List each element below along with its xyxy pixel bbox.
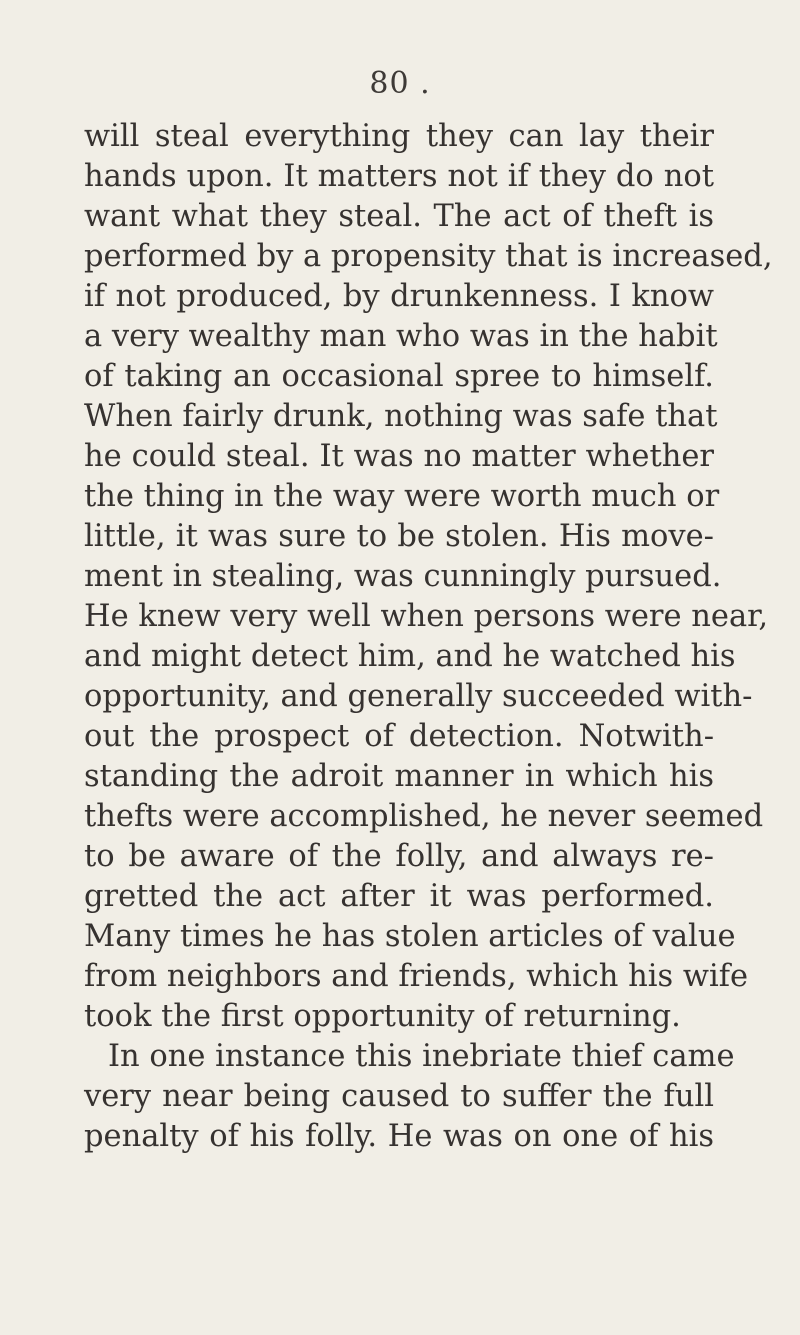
text-line: if not produced, by drunkenness. I know [84, 279, 714, 314]
text-line: from neighbors and friends, which his wife [84, 959, 749, 994]
text-line: penalty of his folly. He was on one of his [84, 1119, 714, 1154]
text-line: little, it was sure to be stolen. His move- [84, 519, 714, 554]
text-line: standing the adroit manner in which his [84, 759, 714, 794]
text-line: He knew very well when persons were near, [84, 599, 769, 634]
page-number: 80 . [369, 66, 431, 101]
text-line: a very wealthy man who was in the habit [84, 319, 718, 354]
text-line: hands upon. It matters not if they do not [84, 159, 714, 194]
text-line: performed by a propensity that is increased, [84, 239, 773, 274]
text-line: ment in stealing, was cunningly pursued. [84, 559, 722, 594]
text-line: the thing in the way were worth much or [84, 479, 720, 514]
text-line: thefts were accomplished, he never seemed [84, 799, 764, 834]
text-line: very near being caused to suffer the full [84, 1079, 714, 1114]
text-line: In one instance this inebriate thief came [108, 1039, 735, 1074]
text-line: gretted the act after it was performed. [84, 879, 714, 914]
text-line: took the first opportunity of returning. [84, 999, 681, 1034]
text-line: out the prospect of detection. Notwith- [84, 719, 714, 754]
text-line: he could steal. It was no matter whether [84, 439, 714, 474]
text-line: to be aware of the folly, and always re- [84, 839, 714, 874]
text-line: and might detect him, and he watched his [84, 639, 736, 674]
text-line: When fairly drunk, nothing was safe that [84, 399, 718, 434]
text-line: of taking an occasional spree to himself. [84, 359, 714, 394]
text-line: opportunity, and generally succeeded with- [84, 679, 753, 714]
text-line: Many times he has stolen articles of value [84, 919, 736, 954]
text-line: will steal everything they can lay their [84, 119, 714, 154]
text-line: want what they steal. The act of theft is [84, 199, 714, 234]
